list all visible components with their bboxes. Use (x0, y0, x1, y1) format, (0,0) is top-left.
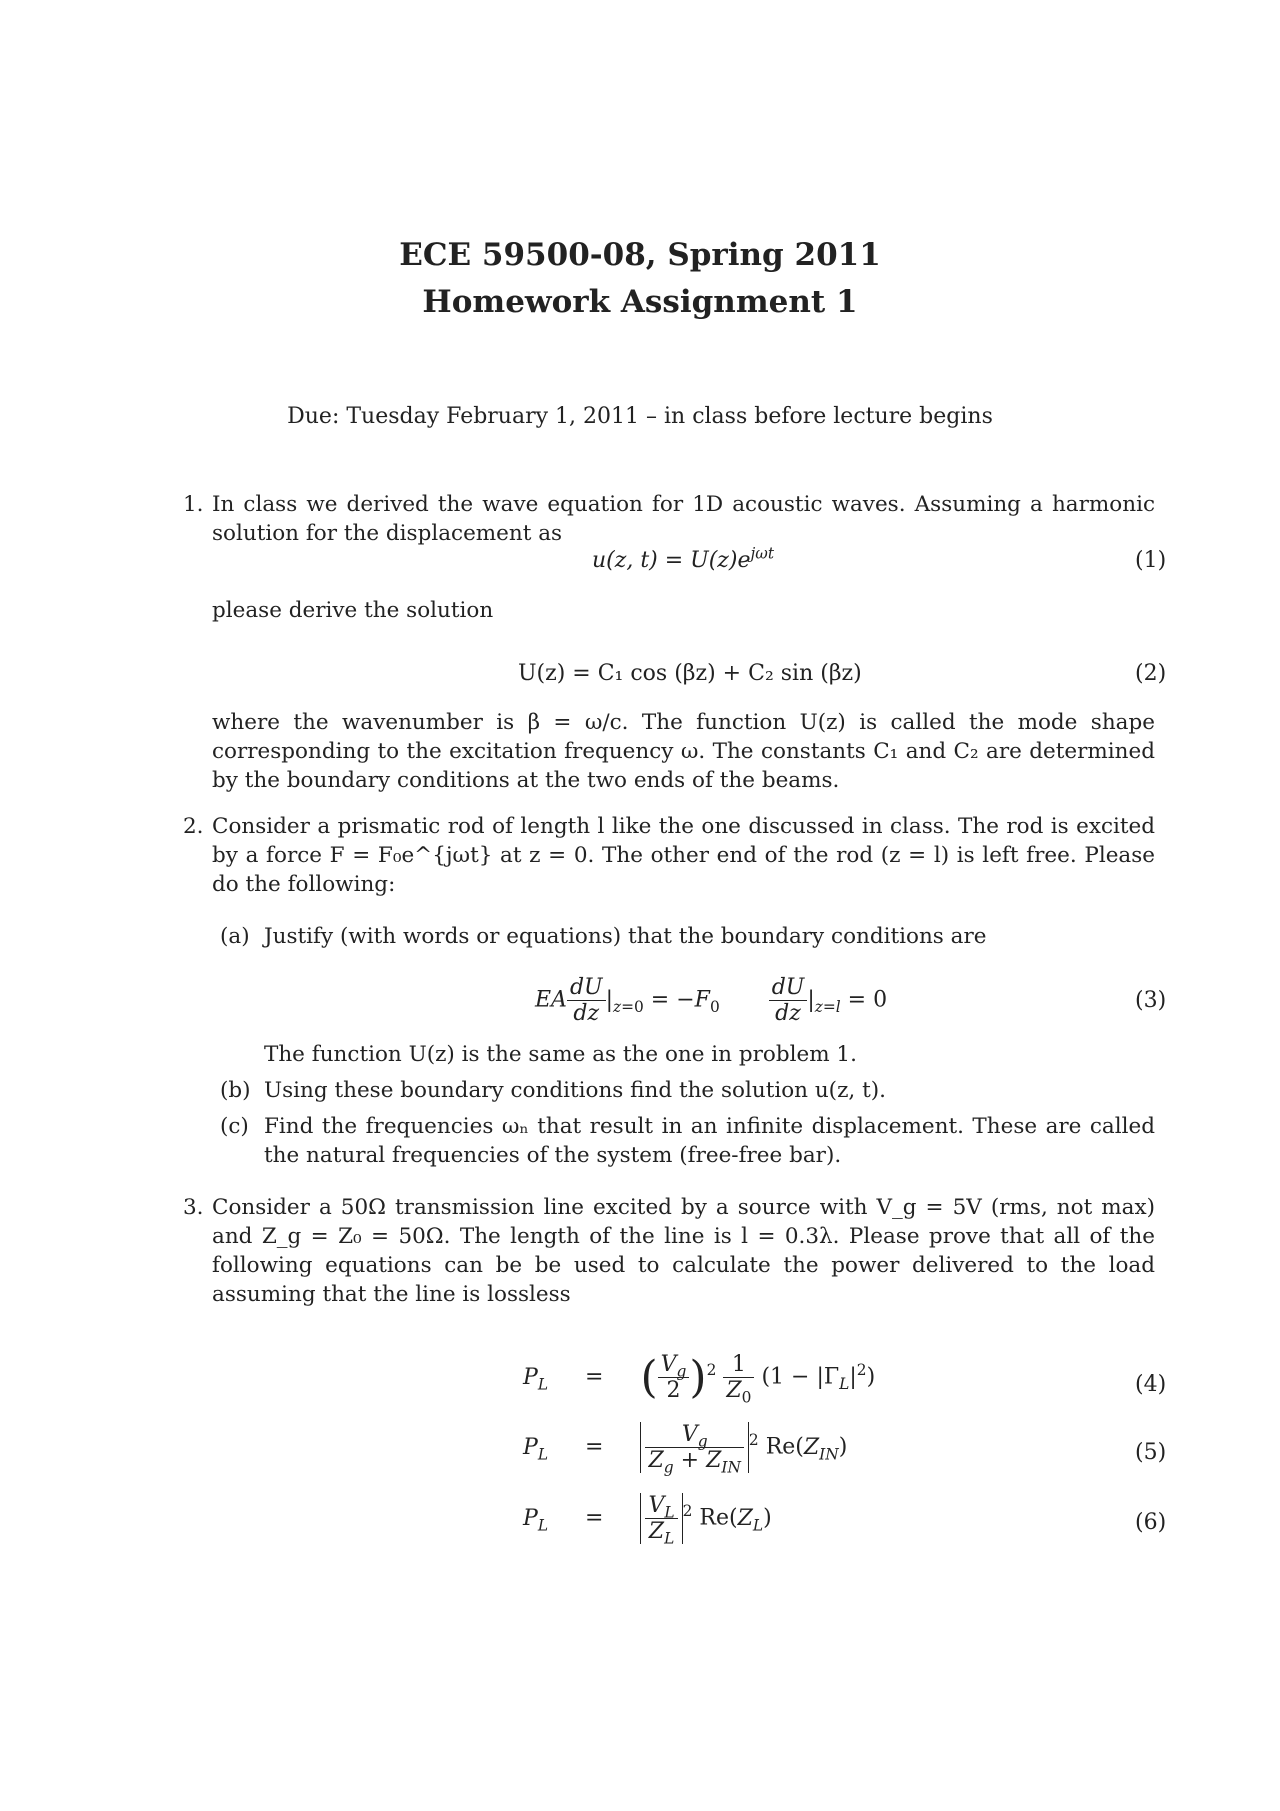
part-a-text: Justify (with words or equations) that the boundary conditions are (264, 924, 987, 949)
equation-1: u(z, $t) = U(z)e^{j\omega t}$ (592, 544, 775, 573)
part-b-text: Using these boundary conditions find the solution u(z, t). (264, 1078, 886, 1103)
part-c-label: (c) (220, 1114, 249, 1139)
problem-2-number: 2. (183, 814, 204, 839)
equation-5-number: (5) (1135, 1440, 1167, 1465)
equation-6-number: (6) (1135, 1510, 1167, 1535)
problem-2-intro: Consider a prismatic rod of length l like the one discussed in class. The rod is excited by a force F = F₀e^{jωt} at z = 0. The other end of the rod (z = l) is left free. Please do the following: (212, 814, 1155, 897)
part-b-label: (b) (220, 1078, 251, 1103)
equation-1-number: (1) (1135, 548, 1167, 573)
equation-2: U(z) = C₁ cos (βz) + C₂ sin (βz) (518, 661, 862, 686)
title-line-1: ECE 59500-08, Spring 2011 (399, 237, 881, 273)
equation-5: $P_L$ = $\frac{V_g}{Z_g + Z_{IN}}$ $^2$ $Re(Z_{IN})$ (523, 1422, 848, 1477)
problem-3-number: 3. (183, 1195, 204, 1220)
problem-1-number: 1. (183, 492, 204, 517)
part-a-note: The function U(z) is the same as the one in problem 1. (264, 1042, 857, 1067)
problem-3-text: Consider a 50Ω transmission line excited by a source with V_g = 5V (rms, not max) and Z_g = Z₀ = 50Ω. The length of the line is l = 0.3λ. Please prove that all of the following equations can be be used to calculate the power delivered to the load assuming that the line is lossless (212, 1195, 1155, 1307)
equation-6: $P_L$ = $\frac{V_L}{Z_L}$ $^2$ $Re(Z_L)$ (523, 1493, 772, 1548)
equation-4: $P_L$ = ( $\frac{V_g}{2}$ )$^2$ $\frac{1}{Z_0}$ $(1 - |\Gamma_L|^2)$ (523, 1352, 876, 1407)
problem-1-derive: please derive the solution (212, 598, 494, 623)
due-date: Due: Tuesday February 1, 2011 – in class before lecture begins (287, 404, 993, 429)
problem-1-text: where the wavenumber is β = ω/c. The function U(z) is called the mode shape corresponding to the excitation frequency ω. The constants C₁ and C₂ are determined by the boundary conditions at the two ends of the beams. (212, 710, 1155, 793)
equation-3-number: (3) (1135, 988, 1167, 1013)
equation-4-number: (4) (1135, 1372, 1167, 1397)
title-line-2: Homework Assignment 1 (422, 284, 858, 320)
part-c-text: Find the frequencies ωₙ that result in an infinite displacement. These are called the natural frequencies of the system (free-free bar). (264, 1114, 1155, 1168)
equation-2-number: (2) (1135, 661, 1167, 686)
problem-1-intro: In class we derived the wave equation for 1D acoustic waves. Assuming a harmonic solution for the displacement as (212, 492, 1155, 546)
part-a-label: (a) (220, 924, 250, 949)
equation-3: EA $\frac{dU}{dz}$ $|_{z=0} = -F_0$ $\frac{dU}{dz}$ $|_{z=l} = 0$ (535, 975, 888, 1026)
